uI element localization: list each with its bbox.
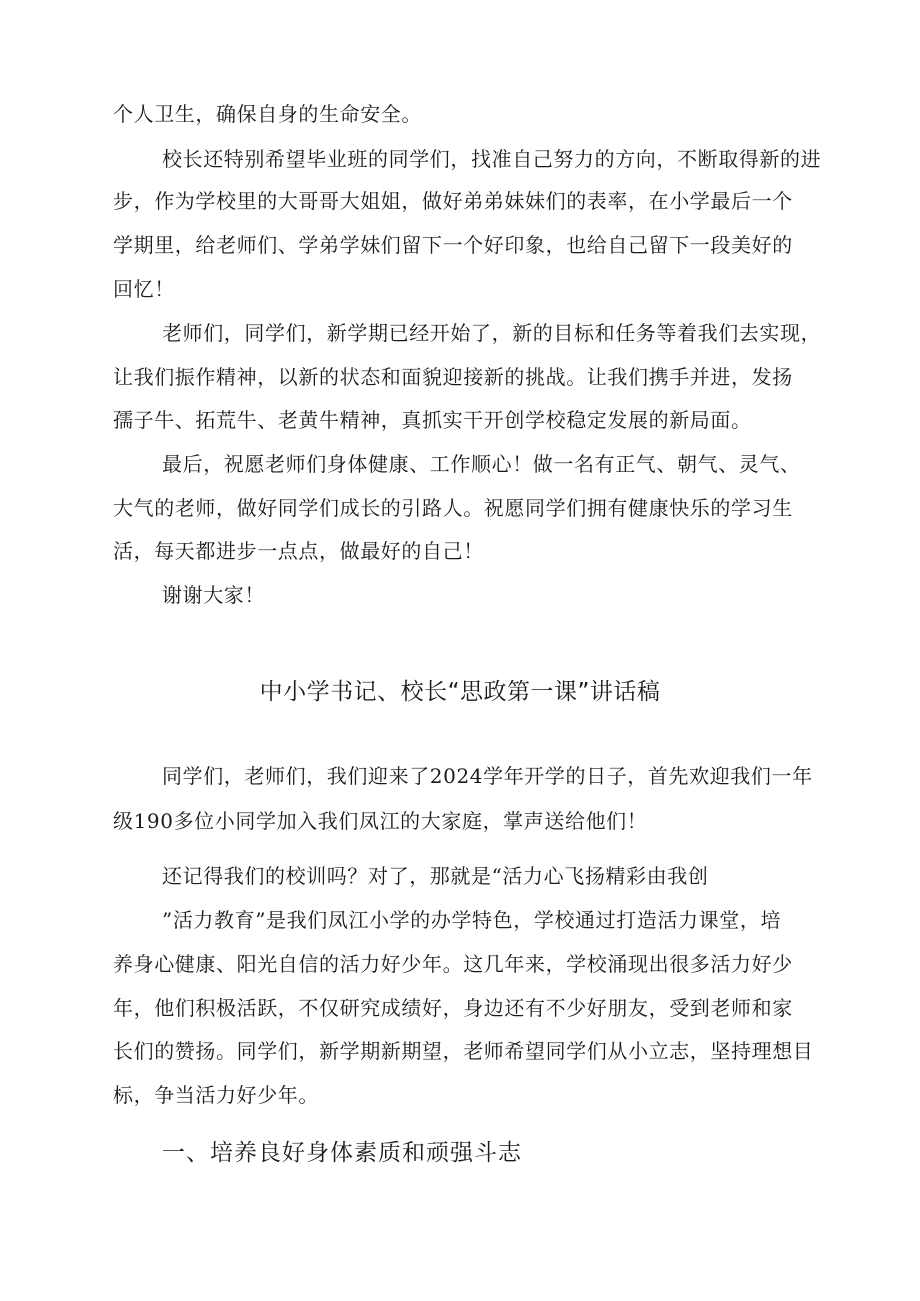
body-text-line: 回忆！ [113, 277, 175, 301]
closing-line: 谢谢大家！ [162, 583, 265, 607]
paragraph-start-line: 同学们，老师们，我们迎来了2024学年开学的日子，首先欢迎我们一年 [162, 764, 813, 788]
body-text-line: 活，每天都进步一点点，做最好的自己！ [113, 539, 484, 563]
paragraph-start-line: 校长还特别希望毕业班的同学们，找准自己努力的方向，不断取得新的进 [162, 147, 822, 171]
body-text-line: 大气的老师，做好同学们成长的引路人。祝愿同学们拥有健康快乐的学习生 [113, 496, 793, 520]
body-text-line: 年，他们积极活跃，不仅研究成绩好，身边还有不少好朋友，受到老师和家 [113, 996, 793, 1020]
body-text-line: 级190多位小同学加入我们凤江的大家庭，掌声送给他们！ [113, 809, 648, 833]
document-title: 中小学书记、校长“思政第一课”讲话稿 [259, 679, 661, 705]
paragraph-start-line: 老师们，同学们，新学期已经开始了，新的目标和任务等着我们去实现， [162, 321, 822, 345]
paragraph-start-line: ”活力教育”是我们凤江小学的办学特色，学校通过打造活力课堂，培 [162, 908, 782, 932]
body-text-line: 让我们振作精神，以新的状态和面貌迎接新的挑战。让我们携手并进，发扬 [113, 365, 793, 389]
body-text-line: 个人卫生，确保自身的生命安全。 [113, 102, 422, 126]
body-text-line: 养身心健康、阳光自信的活力好少年。这几年来，学校涌现出很多活力好少 [113, 952, 793, 976]
body-text-line: 标，争当活力好少年。 [113, 1083, 319, 1107]
paragraph-start-line: 还记得我们的校训吗？对了，那就是“活力心飞扬精彩由我创 [162, 864, 709, 888]
section-heading: 一、培养良好身体素质和顽强斗志 [162, 1140, 522, 1166]
paragraph-start-line: 最后，祝愿老师们身体健康、工作顺心！做一名有正气、朝气、灵气、 [162, 452, 801, 476]
body-text-line: 孺子牛、拓荒牛、老黄牛精神，真抓实干开创学校稳定发展的新局面。 [113, 408, 752, 432]
body-text-line: 长们的赞扬。同学们，新学期新期望，老师希望同学们从小立志，坚持理想目 [113, 1039, 814, 1063]
body-text-line: 学期里，给老师们、学弟学妹们留下一个好印象，也给自己留下一段美好的 [113, 233, 793, 257]
body-text-line: 步，作为学校里的大哥哥大姐姐，做好弟弟妹妹们的表率，在小学最后一个 [113, 189, 793, 213]
